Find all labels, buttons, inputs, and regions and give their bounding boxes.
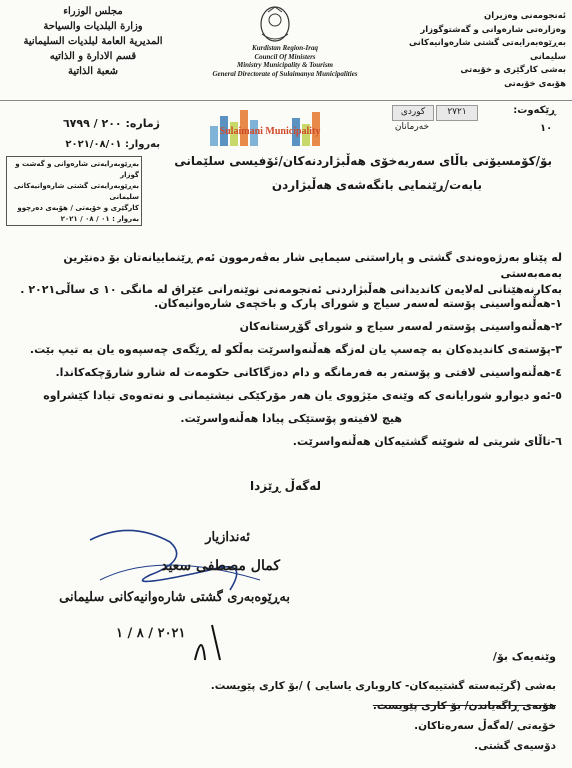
ref-lang-tag: کوردی (392, 105, 434, 121)
header-ku-line: وەزارەتی شارەوانی و گەشتوگوزار (420, 24, 566, 35)
list-item: ١-هەڵنەواسینی پۆستە لەسەر سیاج و شورای پارک و باخچەی شارەوانیەکان. (154, 297, 562, 310)
instructions-list (10, 292, 562, 453)
header-arabic (8, 4, 178, 79)
header-en-line: Kurdistan Region-Iraq (252, 44, 318, 52)
header-en-line: Council Of Ministers (254, 52, 316, 61)
list-item: ٤-هەڵنەواسینی لافتی و پۆستەر بە فەرمانگە و دام دەزگاکانی حکومەت لە شارو شارۆچکەکاندا. (55, 366, 562, 379)
signature-word: ئەندازیار (205, 530, 250, 545)
header-ar-line: مجلس الوزراء (63, 6, 123, 17)
handwritten-date-mark (190, 620, 230, 665)
stamp-line: کارگێری و خۆیەتی / هۆبەی دەرچوو (17, 204, 139, 212)
header-ar-line: شعبة الذاتية (67, 66, 119, 77)
list-item: ٢-هەڵنەواسینی پۆستەر لەسەر سیاج و شورای گۆڕستانەکان (239, 320, 562, 333)
copies-heading: وێنەیەک بۆ/ (492, 650, 556, 663)
header-ku-line: هۆبەی خۆیەتی (504, 78, 566, 89)
kurdistan-emblem-icon (250, 4, 300, 44)
outgoing-stamp (6, 156, 142, 226)
header-english (180, 44, 390, 78)
date-label: بەروار: (125, 139, 160, 150)
list-item: هیچ لافیتەو پۆستێکی پیادا هەڵنەواسرێت. (180, 412, 402, 425)
copy-item: بەشی (گرێبەستە گشتییەکان- کاروباری یاسایی ) /بۆ کاری پێویست. (210, 680, 556, 692)
signer-title: بەڕێوەبەری گشتی شارەوانیەکانی سلیمانی (59, 590, 290, 605)
reference-value: ٢٠٠ / ٦٧٩٩ (62, 117, 122, 130)
intro-paragraph (10, 250, 562, 298)
stamp-line: بەڕێوبەرایەتی گشتی شارەوانیەکانی سلیمانی (13, 182, 139, 201)
stamp-line: بەڕێوبەرایەتی شارەوانی و گەشت و گوزار (15, 160, 139, 179)
reference-number (20, 117, 160, 130)
header-en-line: Ministry Municipality & Tourism (236, 61, 333, 69)
ref-code-value: ٢٧٢١ (436, 105, 478, 121)
signature-date: ٢٠٢١ / ٨ / ١ (116, 626, 186, 641)
subject: بابەت/ڕێنمایی بانگەشەی هەڵبژاردن (271, 178, 482, 192)
date-value: ٢٠٢١/٠٨/٠١ (65, 139, 122, 150)
stamp-line: بەروار : ٠١ / ٠٨ / ٢٠٢١ (60, 215, 139, 223)
ref-code-label: ڕێکەوت: (513, 105, 556, 116)
header-ar-line: قسم الادارة و الذاتيه (49, 51, 137, 62)
logo-text: Sulaimani Municipality (219, 126, 321, 137)
header-divider (0, 100, 572, 101)
copy-item: خۆیەتی /لەگەڵ سەرەتاکان. (414, 720, 556, 732)
intro-line: بەکارنەهێنانی لەلایەن کاندیدانی هەڵبژاردنی ئەنجومەنی نوێنەرانی عێراق لە مانگی ١٠ ی ساڵی٢٠٢١ . (20, 283, 562, 296)
intro-line: لە پێناو بەرژەوەندی گشتی و پاراستنی سیمایی شار بەڤەرموون ئەم ڕێنماییانەتان بۆ دەنێرین بەمەبەستی (63, 251, 562, 280)
header-en-line: General Directorate of Sulaimanya Municipalities (212, 69, 358, 78)
header-ar-line: وزارة البلديات والسياحة (43, 21, 143, 32)
reference-label: ژمارە: (125, 117, 160, 130)
signer-name: کمال مصطفی سعید (161, 558, 280, 574)
list-item: ٥-ئەو دیوارو شورایانەی کە وێنەی مێژووی یان هەر مۆرکێکی نیشتیمانی و نەتەوەی تیادا کێشراوە (43, 389, 562, 402)
header-ku-line: بەڕێوەبەرایەتی گشتی شارەوانیەکانی سلیمانی (409, 38, 566, 62)
header-ku-line: بەشی کارگێری و خۆیەتی (460, 65, 566, 75)
closing-text: لەگەڵ ڕێزدا (250, 479, 322, 493)
header-ar-line: المديرية العامة لبلديات السليمانية (23, 36, 163, 47)
list-item: ٦-تاڵای شریتی لە شوێنە گشتیەکان هەڵنەواسرێت. (292, 435, 562, 448)
copy-item: هۆبەی ڕاگەیاندن/ بۆ کاری پێویست. (372, 700, 556, 712)
copies-list (156, 676, 556, 756)
ref-unit-tag: خەرمانان (394, 122, 430, 132)
header-kurdish (376, 10, 566, 91)
header-ku-line: ئەنجومەنی وەزیران (483, 11, 566, 21)
list-item: ٣-پۆستەی کاندیدەکان بە چەسپ یان لەزگە هەڵنەواسرێت بەڵکو لە ڕێگەی چەسپەوە یان بە تیپ بێت. (29, 343, 562, 356)
addressee: بۆ/کۆمسیۆنی باڵای سەربەخۆی هەڵبژاردنەکان/ئۆفیسی سلێمانی (174, 154, 552, 168)
ref-unit-no: ١٠ (540, 123, 553, 134)
reference-date (20, 139, 160, 150)
reference-box (392, 103, 556, 134)
municipality-logo-icon (200, 104, 340, 150)
copy-item: دۆسیەی گشتی. (474, 740, 556, 752)
